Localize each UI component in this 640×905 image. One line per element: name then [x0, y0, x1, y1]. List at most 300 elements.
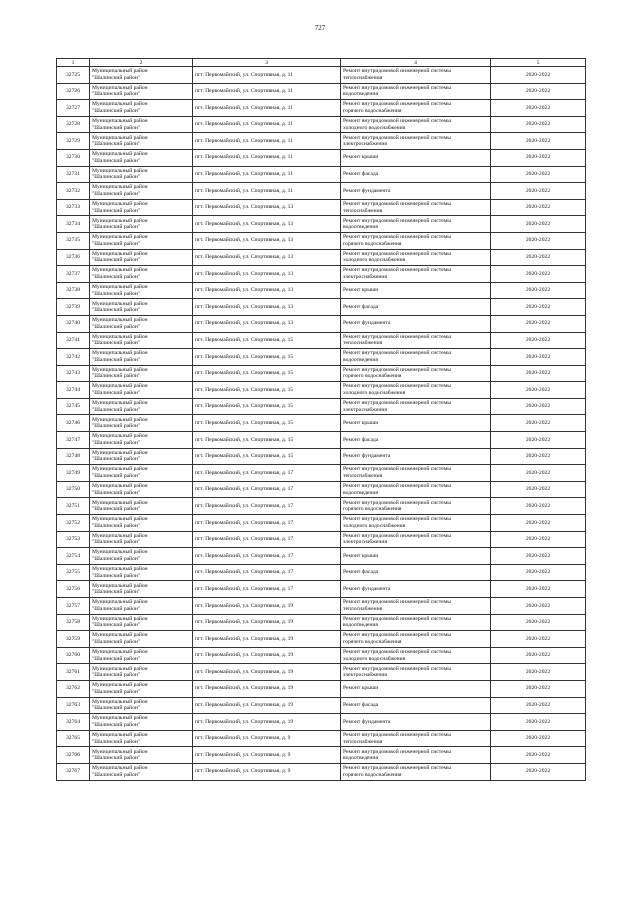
period-cell: 2020-2022 [491, 548, 586, 565]
work-type-cell [341, 714, 491, 731]
cell-line: Муниципальный район [92, 715, 148, 722]
cell-line: "Шалинский район" [92, 688, 141, 695]
period-cell: 2020-2022 [491, 448, 586, 465]
period-cell: 2020-2022 [491, 249, 586, 266]
cell-line: Ремонт внутридомовой инженерной системы [343, 648, 451, 655]
cell-line: Муниципальный район [92, 483, 148, 490]
cell-line: электроснабжения [343, 539, 387, 546]
cell-line: Ремонт внутридомовой инженерной системы [343, 333, 451, 340]
cell-line: горячего водоснабжения [343, 240, 402, 247]
cell-line: Муниципальный район [92, 250, 148, 257]
row-id: 32732 [57, 183, 90, 200]
table-row [57, 515, 586, 532]
work-type-cell [341, 332, 491, 349]
table-row [57, 349, 586, 366]
table-row [57, 481, 586, 498]
cell-line: Ремонт фасада [343, 702, 379, 709]
period-cell: 2020-2022 [491, 531, 586, 548]
cell-line: "Шалинский район" [92, 373, 141, 380]
row-id: 32755 [57, 564, 90, 581]
cell-line: горячего водоснабжения [343, 506, 402, 513]
row-id: 32752 [57, 515, 90, 532]
district-cell [90, 282, 193, 299]
row-id: 32737 [57, 266, 90, 283]
cell-line: "Шалинский район" [92, 439, 141, 446]
cell-line: Ремонт внутридомовой инженерной системы [343, 615, 451, 622]
work-type-cell [341, 680, 491, 697]
table-row [57, 614, 586, 631]
district-cell [90, 548, 193, 565]
district-cell [90, 697, 193, 714]
address-cell: пгт. Первомайский, ул. Спортивная, д. 19 [193, 631, 341, 648]
work-type-cell [341, 564, 491, 581]
period-cell: 2020-2022 [491, 299, 586, 316]
row-id: 32750 [57, 481, 90, 498]
table-row [57, 714, 586, 731]
period-cell: 2020-2022 [491, 680, 586, 697]
table-row [57, 67, 586, 84]
address-cell: пгт. Первомайский, ул. Спортивная, д. 17 [193, 498, 341, 515]
cell-line: Муниципальный район [92, 599, 148, 606]
period-cell: 2020-2022 [491, 67, 586, 84]
cell-line: Муниципальный район [92, 748, 148, 755]
address-cell: пгт. Первомайский, ул. Спортивная, д. 15 [193, 382, 341, 399]
register-table [56, 58, 586, 781]
cell-line: Муниципальный район [92, 117, 148, 124]
row-id: 32763 [57, 697, 90, 714]
period-cell: 2020-2022 [491, 730, 586, 747]
district-cell [90, 266, 193, 283]
table-row [57, 465, 586, 482]
district-cell [90, 432, 193, 449]
cell-line: Муниципальный район [92, 449, 148, 456]
work-type-cell [341, 747, 491, 764]
cell-line: горячего водоснабжения [343, 373, 402, 380]
cell-line: "Шалинский район" [92, 323, 141, 330]
table-row [57, 216, 586, 233]
cell-line: Муниципальный район [92, 648, 148, 655]
period-cell: 2020-2022 [491, 498, 586, 515]
district-cell [90, 680, 193, 697]
district-cell [90, 747, 193, 764]
cell-line: Ремонт внутридомовой инженерной системы [343, 765, 451, 772]
period-cell: 2020-2022 [491, 415, 586, 432]
table-row [57, 382, 586, 399]
cell-line: Муниципальный район [92, 101, 148, 108]
address-cell: пгт. Первомайский, ул. Спортивная, д. 15 [193, 349, 341, 366]
address-cell: пгт. Первомайский, ул. Спортивная, д. 15 [193, 448, 341, 465]
column-number: 5 [491, 59, 586, 67]
cell-line: Муниципальный район [92, 333, 148, 340]
address-cell: пгт. Первомайский, ул. Спортивная, д. 11 [193, 183, 341, 200]
table-row [57, 697, 586, 714]
table-row [57, 398, 586, 415]
work-type-cell [341, 664, 491, 681]
cell-line: электроснабжения [343, 141, 387, 148]
cell-line: Муниципальный район [92, 366, 148, 373]
work-type-cell [341, 83, 491, 100]
table-row [57, 664, 586, 681]
district-cell [90, 448, 193, 465]
work-type-cell [341, 647, 491, 664]
district-cell [90, 664, 193, 681]
period-cell: 2020-2022 [491, 564, 586, 581]
table-row [57, 83, 586, 100]
address-cell: пгт. Первомайский, ул. Спортивная, д. 11 [193, 100, 341, 117]
cell-line: Ремонт крыши [343, 419, 379, 426]
row-id: 32756 [57, 581, 90, 598]
cell-line: Муниципальный район [92, 682, 148, 689]
table-row [57, 763, 586, 780]
address-cell: пгт. Первомайский, ул. Спортивная, д. 11 [193, 133, 341, 150]
period-cell: 2020-2022 [491, 332, 586, 349]
cell-line: горячего водоснабжения [343, 771, 402, 778]
row-id: 32733 [57, 199, 90, 216]
cell-line: Ремонт внутридомовой инженерной системы [343, 68, 451, 75]
column-number: 2 [90, 59, 193, 67]
district-cell [90, 349, 193, 366]
cell-line: Муниципальный район [92, 416, 148, 423]
district-cell [90, 183, 193, 200]
row-id: 32734 [57, 216, 90, 233]
cell-line: "Шалинский район" [92, 390, 141, 397]
address-cell: пгт. Первомайский, ул. Спортивная, д. 11 [193, 116, 341, 133]
table-row [57, 183, 586, 200]
cell-line: Ремонт внутридомовой инженерной системы [343, 383, 451, 390]
period-cell: 2020-2022 [491, 232, 586, 249]
cell-line: "Шалинский район" [92, 406, 141, 413]
district-cell [90, 465, 193, 482]
cell-line: Муниципальный район [92, 665, 148, 672]
cell-line: электроснабжения [343, 273, 387, 280]
cell-line: Ремонт внутридомовой инженерной системы [343, 665, 451, 672]
cell-line: Ремонт крыши [343, 685, 379, 692]
cell-line: Муниципальный район [92, 582, 148, 589]
table-row [57, 548, 586, 565]
work-type-cell [341, 100, 491, 117]
cell-line: Муниципальный район [92, 532, 148, 539]
row-id: 32735 [57, 232, 90, 249]
period-cell: 2020-2022 [491, 763, 586, 780]
cell-line: Муниципальный район [92, 549, 148, 556]
cell-line: теплоснабжения [343, 738, 383, 745]
work-type-cell [341, 697, 491, 714]
district-cell [90, 647, 193, 664]
work-type-cell [341, 183, 491, 200]
cell-line: Муниципальный район [92, 466, 148, 473]
district-cell [90, 149, 193, 166]
cell-line: Муниципальный район [92, 765, 148, 772]
column-number-row [57, 59, 586, 67]
cell-line: "Шалинский район" [92, 157, 141, 164]
cell-line: Ремонт внутридомовой инженерной системы [343, 466, 451, 473]
cell-line: Ремонт внутридомовой инженерной системы [343, 117, 451, 124]
work-type-cell [341, 133, 491, 150]
work-type-cell [341, 382, 491, 399]
work-type-cell [341, 448, 491, 465]
district-cell [90, 382, 193, 399]
work-type-cell [341, 415, 491, 432]
row-id: 32748 [57, 448, 90, 465]
cell-line: Муниципальный район [92, 151, 148, 158]
cell-line: "Шалинский район" [92, 572, 141, 579]
table-row [57, 232, 586, 249]
cell-line: "Шалинский район" [92, 290, 141, 297]
cell-line: водоотведения [343, 755, 378, 762]
table-row [57, 531, 586, 548]
cell-line: Муниципальный район [92, 698, 148, 705]
address-cell: пгт. Первомайский, ул. Спортивная, д. 11 [193, 83, 341, 100]
table-row [57, 432, 586, 449]
cell-line: "Шалинский район" [92, 556, 141, 563]
row-id: 32729 [57, 133, 90, 150]
table-row [57, 448, 586, 465]
cell-line: "Шалинский район" [92, 340, 141, 347]
cell-line: "Шалинский район" [92, 257, 141, 264]
row-id: 32751 [57, 498, 90, 515]
table-row [57, 564, 586, 581]
table-row [57, 680, 586, 697]
cell-line: Муниципальный район [92, 433, 148, 440]
district-cell [90, 100, 193, 117]
address-cell: пгт. Первомайский, ул. Спортивная, д. 19 [193, 647, 341, 664]
period-cell: 2020-2022 [491, 349, 586, 366]
row-id: 32728 [57, 116, 90, 133]
cell-line: "Шалинский район" [92, 273, 141, 280]
address-cell: пгт. Первомайский, ул. Спортивная, д. 13 [193, 315, 341, 332]
cell-line: теплоснабжения [343, 605, 383, 612]
district-cell [90, 598, 193, 615]
table-row [57, 199, 586, 216]
period-cell: 2020-2022 [491, 747, 586, 764]
cell-line: Ремонт внутридомовой инженерной системы [343, 250, 451, 257]
table-row [57, 332, 586, 349]
district-cell [90, 315, 193, 332]
address-cell: пгт. Первомайский, ул. Спортивная, д. 15 [193, 365, 341, 382]
cell-line: Муниципальный район [92, 350, 148, 357]
cell-line: Муниципальный район [92, 217, 148, 224]
period-cell: 2020-2022 [491, 149, 586, 166]
cell-line: Муниципальный район [92, 566, 148, 573]
table-row [57, 133, 586, 150]
district-cell [90, 199, 193, 216]
period-cell: 2020-2022 [491, 116, 586, 133]
cell-line: водоотведения [343, 91, 378, 98]
cell-line: Ремонт внутридомовой инженерной системы [343, 84, 451, 91]
work-type-cell [341, 515, 491, 532]
table-row [57, 116, 586, 133]
district-cell [90, 249, 193, 266]
address-cell: пгт. Первомайский, ул. Спортивная, д. 13 [193, 282, 341, 299]
row-id: 32727 [57, 100, 90, 117]
cell-line: "Шалинский район" [92, 605, 141, 612]
district-cell [90, 614, 193, 631]
work-type-cell [341, 548, 491, 565]
work-type-cell [341, 282, 491, 299]
work-type-cell [341, 266, 491, 283]
district-cell [90, 581, 193, 598]
cell-line: Ремонт внутридомовой инженерной системы [343, 532, 451, 539]
row-id: 32725 [57, 67, 90, 84]
address-cell: пгт. Первомайский, ул. Спортивная, д. 19 [193, 598, 341, 615]
work-type-cell [341, 763, 491, 780]
work-type-cell [341, 498, 491, 515]
cell-line: "Шалинский район" [92, 74, 141, 81]
period-cell: 2020-2022 [491, 183, 586, 200]
period-cell: 2020-2022 [491, 282, 586, 299]
period-cell: 2020-2022 [491, 398, 586, 415]
cell-line: холодного водоснабжения [343, 655, 406, 662]
cell-line: "Шалинский район" [92, 91, 141, 98]
cell-line: Муниципальный район [92, 499, 148, 506]
cell-line: Ремонт внутридомовой инженерной системы [343, 234, 451, 241]
period-cell: 2020-2022 [491, 100, 586, 117]
address-cell: пгт. Первомайский, ул. Спортивная, д. 11 [193, 166, 341, 183]
cell-line: "Шалинский район" [92, 190, 141, 197]
cell-line: "Шалинский район" [92, 423, 141, 430]
row-id: 32767 [57, 763, 90, 780]
table-row [57, 730, 586, 747]
cell-line: водоотведения [343, 356, 378, 363]
period-cell: 2020-2022 [491, 631, 586, 648]
period-cell: 2020-2022 [491, 481, 586, 498]
column-number: 4 [341, 59, 491, 67]
district-cell [90, 398, 193, 415]
cell-line: Ремонт внутридомовой инженерной системы [343, 499, 451, 506]
district-cell [90, 116, 193, 133]
cell-line: "Шалинский район" [92, 489, 141, 496]
address-cell: пгт. Первомайский, ул. Спортивная, д. 19 [193, 697, 341, 714]
period-cell: 2020-2022 [491, 697, 586, 714]
address-cell: пгт. Первомайский, ул. Спортивная, д. 9 [193, 747, 341, 764]
period-cell: 2020-2022 [491, 199, 586, 216]
cell-line: "Шалинский район" [92, 456, 141, 463]
cell-line: Муниципальный район [92, 400, 148, 407]
cell-line: теплоснабжения [343, 74, 383, 81]
cell-line: "Шалинский район" [92, 638, 141, 645]
table-row [57, 266, 586, 283]
work-type-cell [341, 531, 491, 548]
cell-line: "Шалинский район" [92, 755, 141, 762]
district-cell [90, 83, 193, 100]
row-id: 32743 [57, 365, 90, 382]
work-type-cell [341, 349, 491, 366]
address-cell: пгт. Первомайский, ул. Спортивная, д. 13 [193, 199, 341, 216]
cell-line: Ремонт фундамента [343, 718, 391, 725]
table-row [57, 149, 586, 166]
row-id: 32746 [57, 415, 90, 432]
period-cell: 2020-2022 [491, 515, 586, 532]
address-cell: пгт. Первомайский, ул. Спортивная, д. 19 [193, 714, 341, 731]
cell-line: "Шалинский район" [92, 672, 141, 679]
period-cell: 2020-2022 [491, 432, 586, 449]
period-cell: 2020-2022 [491, 614, 586, 631]
address-cell: пгт. Первомайский, ул. Спортивная, д. 13 [193, 232, 341, 249]
cell-line: "Шалинский район" [92, 141, 141, 148]
cell-line: "Шалинский район" [92, 307, 141, 314]
cell-line: Муниципальный район [92, 184, 148, 191]
cell-line: "Шалинский район" [92, 174, 141, 181]
work-type-cell [341, 598, 491, 615]
cell-line: Ремонт внутридомовой инженерной системы [343, 267, 451, 274]
cell-line: Муниципальный район [92, 632, 148, 639]
cell-line: Ремонт внутридомовой инженерной системы [343, 483, 451, 490]
cell-line: Муниципальный район [92, 267, 148, 274]
row-id: 32757 [57, 598, 90, 615]
table-row [57, 282, 586, 299]
period-cell: 2020-2022 [491, 83, 586, 100]
work-type-cell [341, 481, 491, 498]
table-row [57, 631, 586, 648]
row-id: 32747 [57, 432, 90, 449]
cell-line: Ремонт фасада [343, 171, 379, 178]
row-id: 32765 [57, 730, 90, 747]
address-cell: пгт. Первомайский, ул. Спортивная, д. 17 [193, 564, 341, 581]
cell-line: Ремонт фундамента [343, 187, 391, 194]
row-id: 32736 [57, 249, 90, 266]
cell-line: Ремонт внутридомовой инженерной системы [343, 350, 451, 357]
work-type-cell [341, 249, 491, 266]
cell-line: Ремонт фундамента [343, 585, 391, 592]
cell-line: "Шалинский район" [92, 107, 141, 114]
cell-line: электроснабжения [343, 406, 387, 413]
work-type-cell [341, 315, 491, 332]
page-number: 727 [314, 24, 326, 32]
cell-line: Муниципальный район [92, 731, 148, 738]
cell-line: "Шалинский район" [92, 771, 141, 778]
cell-line: Ремонт внутридомовой инженерной системы [343, 400, 451, 407]
table-row [57, 581, 586, 598]
district-cell [90, 67, 193, 84]
cell-line: Ремонт внутридомовой инженерной системы [343, 599, 451, 606]
cell-line: Ремонт внутридомовой инженерной системы [343, 731, 451, 738]
cell-line: "Шалинский район" [92, 124, 141, 131]
address-cell: пгт. Первомайский, ул. Спортивная, д. 17 [193, 531, 341, 548]
cell-line: "Шалинский район" [92, 539, 141, 546]
cell-line: Муниципальный район [92, 300, 148, 307]
column-number: 1 [57, 59, 90, 67]
district-cell [90, 133, 193, 150]
cell-line: "Шалинский район" [92, 356, 141, 363]
address-cell: пгт. Первомайский, ул. Спортивная, д. 11 [193, 67, 341, 84]
work-type-cell [341, 67, 491, 84]
cell-line: теплоснабжения [343, 207, 383, 214]
table-row [57, 498, 586, 515]
period-cell: 2020-2022 [491, 465, 586, 482]
address-cell: пгт. Первомайский, ул. Спортивная, д. 17 [193, 481, 341, 498]
cell-line: холодного водоснабжения [343, 390, 406, 397]
cell-line: Муниципальный район [92, 516, 148, 523]
address-cell: пгт. Первомайский, ул. Спортивная, д. 19 [193, 664, 341, 681]
cell-line: Ремонт фундамента [343, 320, 391, 327]
work-type-cell [341, 116, 491, 133]
work-type-cell [341, 166, 491, 183]
work-type-cell [341, 199, 491, 216]
row-id: 32744 [57, 382, 90, 399]
row-id: 32762 [57, 680, 90, 697]
period-cell: 2020-2022 [491, 315, 586, 332]
period-cell: 2020-2022 [491, 647, 586, 664]
table-row [57, 249, 586, 266]
address-cell: пгт. Первомайский, ул. Спортивная, д. 15 [193, 415, 341, 432]
cell-line: водоотведения [343, 224, 378, 231]
cell-line: Муниципальный район [92, 134, 148, 141]
district-cell [90, 232, 193, 249]
address-cell: пгт. Первомайский, ул. Спортивная, д. 15 [193, 398, 341, 415]
row-id: 32749 [57, 465, 90, 482]
address-cell: пгт. Первомайский, ул. Спортивная, д. 13 [193, 216, 341, 233]
period-cell: 2020-2022 [491, 714, 586, 731]
